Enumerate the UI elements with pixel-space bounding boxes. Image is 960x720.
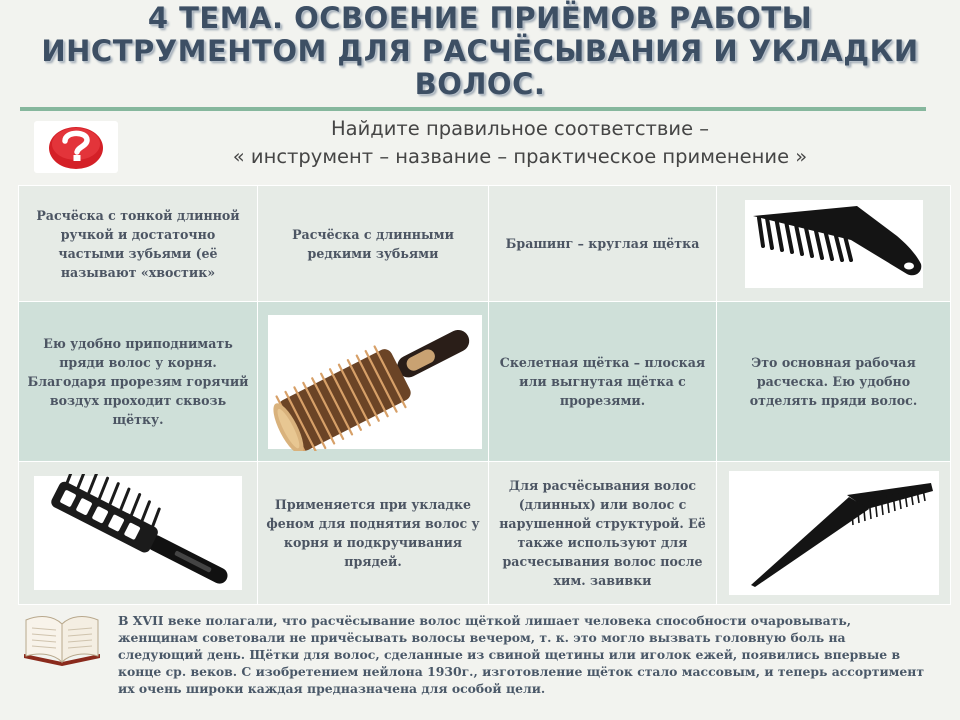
open-book-icon — [20, 608, 104, 670]
vent-brush-image — [32, 474, 244, 592]
matching-table — [18, 185, 951, 605]
history-note: В XVII веке полагали, что расчёсывание волос щёткой лишает человека способности очаровывать, женщинам советовали не причёсывать волосы вечером, т. к. это могло вызвать головную боль на следующий день. Щётки для волос, сделанные из свиной щетины или иголок ежей, появились впервые в конце ср. веков. С изобретением нейлона 1930г., изготовление щёток стало массовым, и теперь ассортимент их очень широки каждая предназначена для особой цели. — [118, 613, 925, 696]
table-cell — [717, 186, 951, 302]
question-mark-icon — [34, 121, 118, 173]
table-row — [19, 302, 951, 462]
table-row — [19, 462, 951, 605]
table-row — [19, 186, 951, 302]
subtitle-line-2: « инструмент – название – практическое применение » — [232, 145, 808, 168]
table-cell: Расчёска с тонкой длинной ручкой и достаточно частыми зубьями (её называют «хвостик» — [19, 186, 258, 302]
title-underline — [20, 107, 926, 111]
tail-comb-image — [727, 469, 941, 597]
table-cell: Для расчёсывания волос (длинных) или волос с нарушенной структурой. Её также используют для расчесывания волос после хим. завивки — [489, 462, 717, 605]
subtitle-line-1: Найдите правильное соответствие – — [330, 117, 710, 140]
table-cell — [258, 302, 489, 462]
table-cell: Расчёска с длинными редкими зубьями — [258, 186, 489, 302]
table-cell: Применяется при укладке феном для поднятия волос у корня и подкручивания прядей. — [258, 462, 489, 605]
table-cell — [717, 462, 951, 605]
table-cell: Это основная рабочая расческа. Ею удобно отделять пряди волос. — [717, 302, 951, 462]
table-cell: Скелетная щётка – плоская или выгнутая щётка с прорезями. — [489, 302, 717, 462]
table-cell: Брашинг – круглая щётка — [489, 186, 717, 302]
table-cell — [19, 462, 258, 605]
task-subtitle — [140, 115, 900, 171]
table-cell: Ею удобно приподнимать пряди волос у корня. Благодаря прорезям горячий воздух проходит сквозь щётку. — [19, 302, 258, 462]
wide-tooth-comb-image — [739, 196, 929, 292]
page-title: 4 ТЕМА. ОСВОЕНИЕ ПРИЁМОВ РАБОТЫ ИНСТРУМЕНТОМ ДЛЯ РАСЧЁСЫВАНИЯ И УКЛАДКИ ВОЛОС. — [41, 1, 919, 101]
round-brush-image — [266, 313, 484, 451]
